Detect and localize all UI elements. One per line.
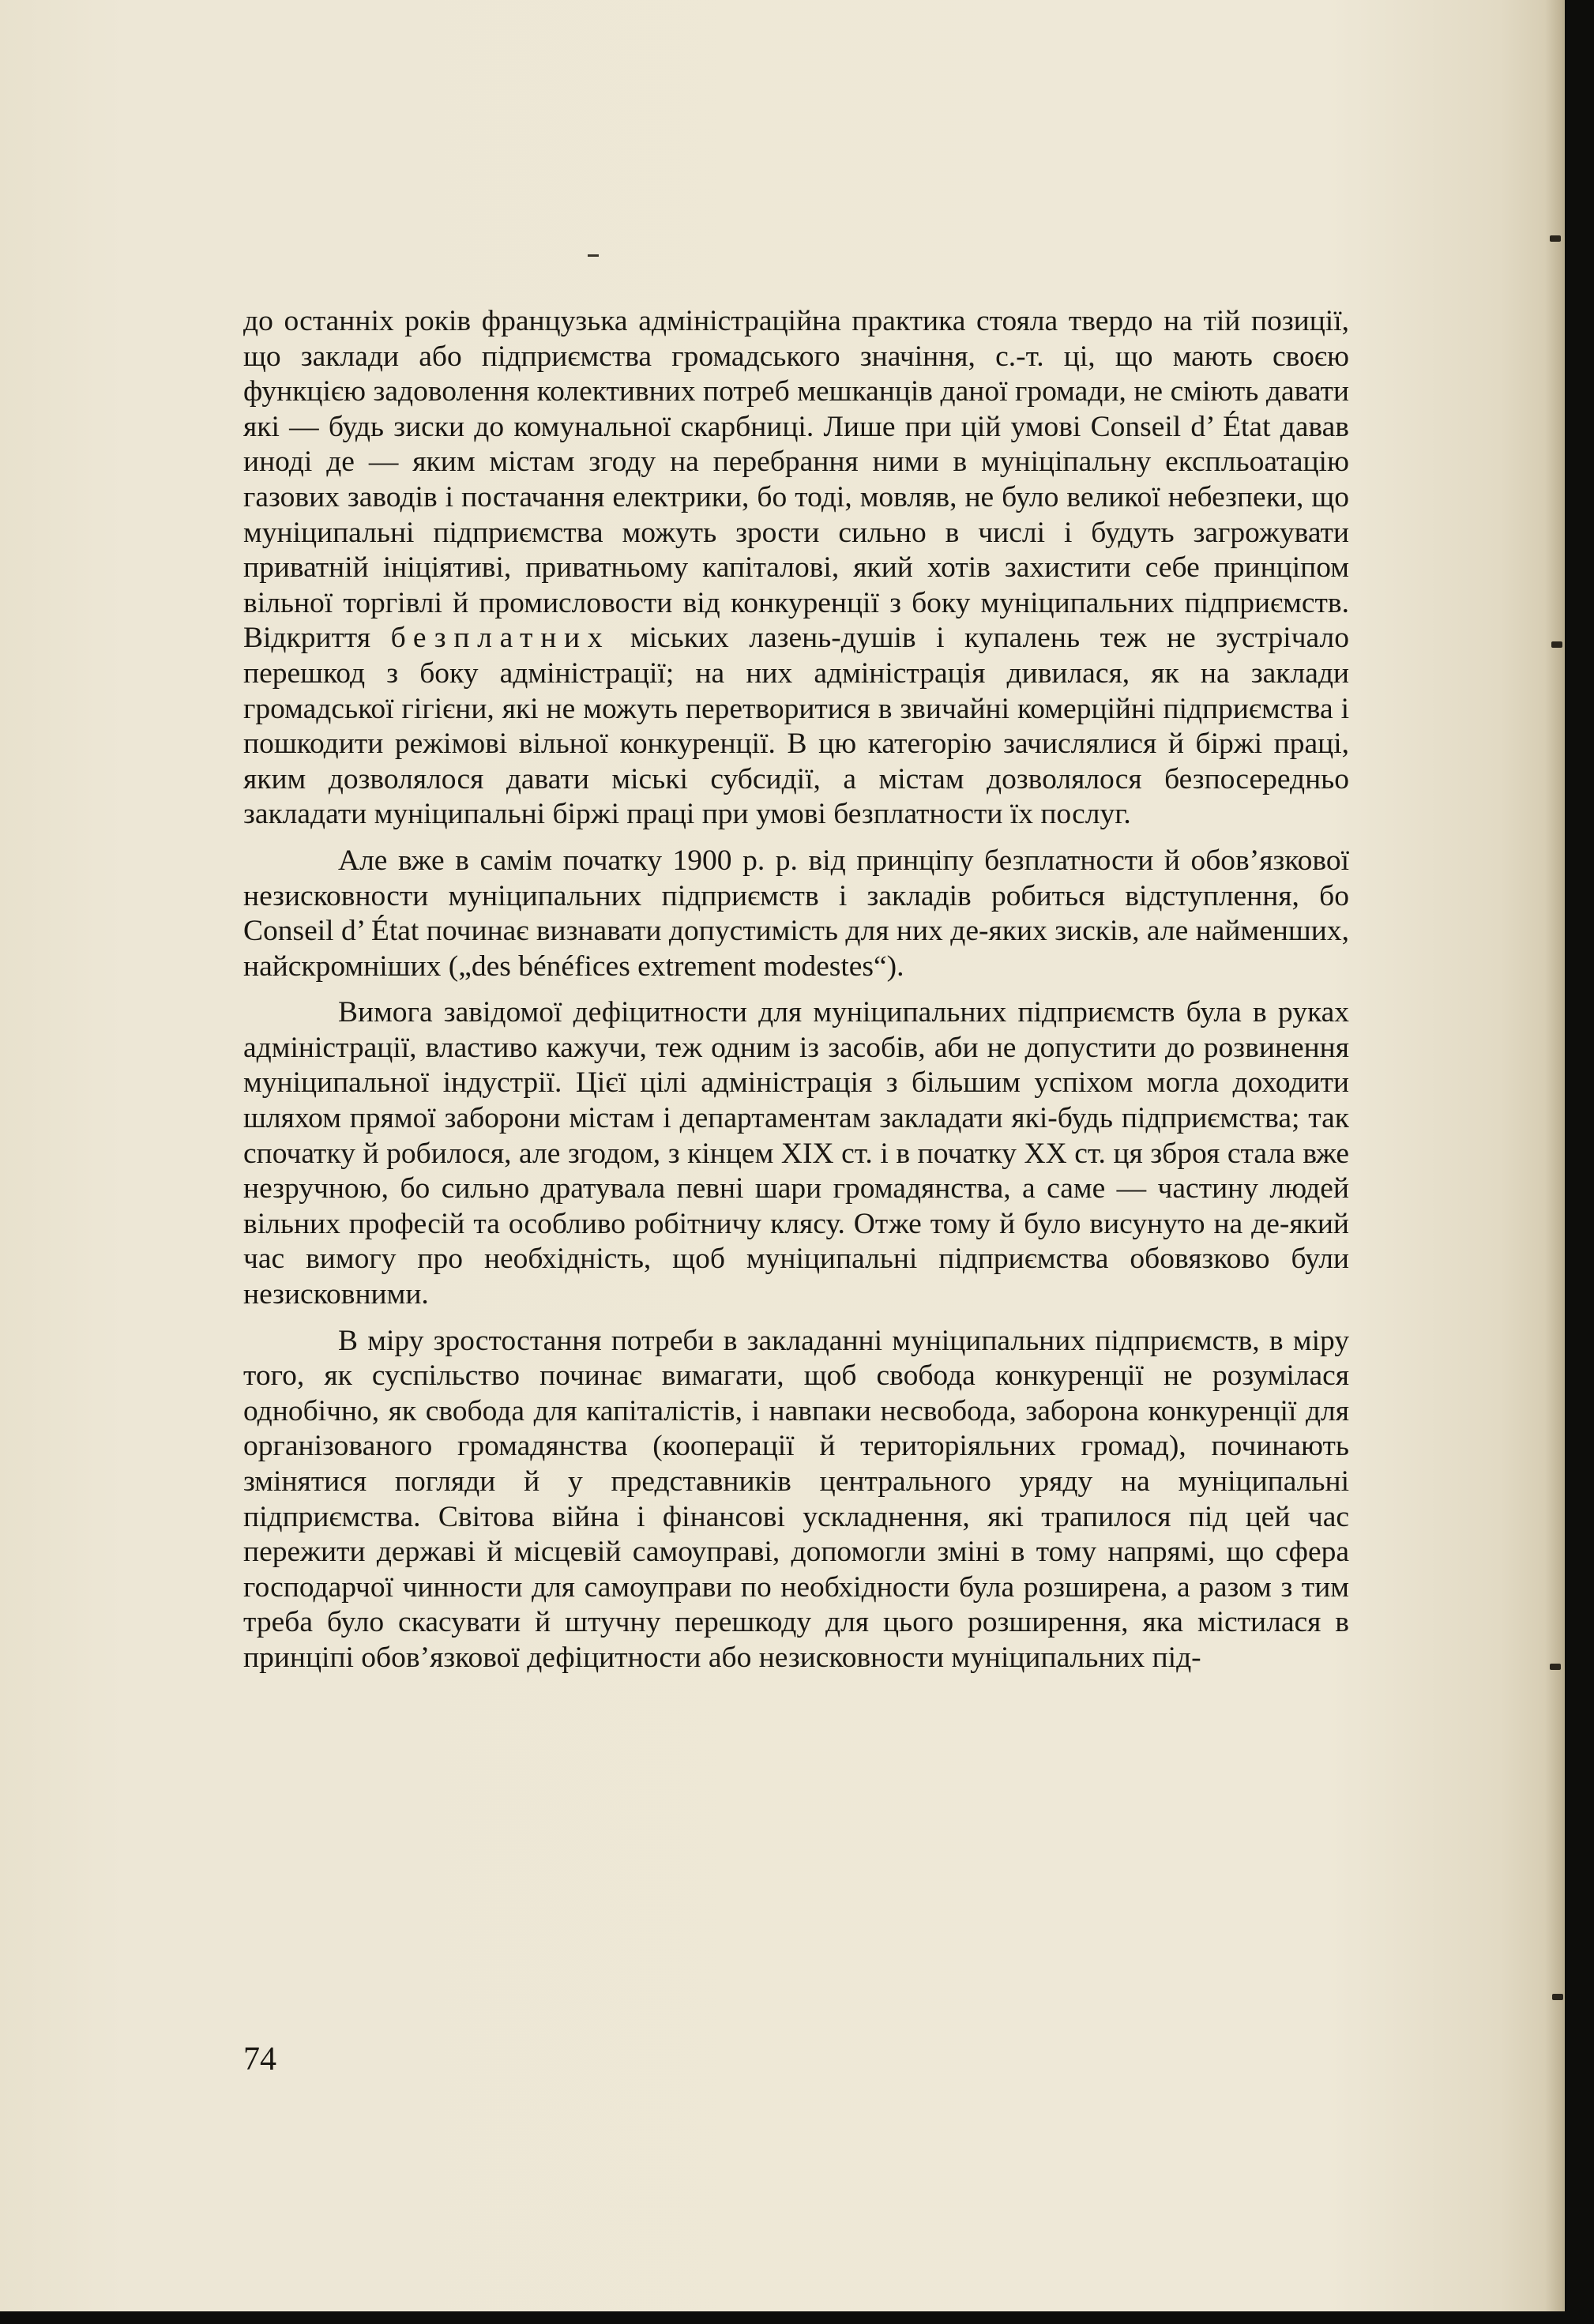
paragraph-3 bbox=[243, 995, 1349, 1312]
text-segment: до останніх років французька адміністраційна практика стояла твердо на тій позиції, що заклади або підприємства громадського значіння, с.-т. ці, що мають своєю функцією задоволення колективних потреб мешканців даної громади, не сміють давати які — будь зиски до комунальної скарбниці. Лише при цій умові Conseil d’ État давав иноді де — яким містам згоду на перебрання ними в муніціпальну експльоатацію газових заводів і постачання електрики, бо тоді, мовляв, не було великої небезпеки, що муніципальні підприємства можуть зрости сильно в числі і будуть загрожувати приватній ініціятиві, приватньому капіталові, який хотів захистити себе принціпом вільної торгівлі й промисловости від конкуренції з боку муніципальних підприємств. Відкриття bbox=[243, 305, 1349, 655]
paragraph-1 bbox=[243, 304, 1349, 833]
margin-ink-mark bbox=[1552, 1994, 1563, 2000]
spaced-emphasis: безплатних bbox=[390, 622, 611, 655]
text-segment: Вимога завідомої дефіцитности для муніципальних підприємств була в руках адміністрації, властиво кажучи, теж одним із засобів, аби не допустити до розвинення муніципальної індустрії. Цієї цілі адміністрація з більшим успіхом могла доходити шляхом прямої заборони містам і департаментам закладати які-будь підприємства; так спочатку й робилося, але згодом, з кінцем XIX ст. і в початку XX ст. ця зброя стала вже незручною, бо сильно дратувала певні шари громадянства, а саме — частину людей вільних професій та особливо робітничу клясу. Отже тому й було висунуто на де-який час вимогу про необхідність, щоб муніципальні підприємства обовязково були незисковними. bbox=[243, 996, 1349, 1311]
printed-dash-mark bbox=[588, 254, 599, 257]
body-text bbox=[243, 304, 1349, 1676]
page-edge-shadow bbox=[1545, 0, 1562, 2311]
margin-ink-mark bbox=[1550, 235, 1561, 242]
margin-ink-mark bbox=[1550, 1664, 1561, 1670]
paragraph-4 bbox=[243, 1324, 1349, 1676]
page-number: 74 bbox=[243, 2041, 276, 2078]
text-segment: міських лазень-душів і купалень теж не зустрічало перешкод з боку адміністрації; на них адміністрація дивилася, як на заклади громадської гігієни, які не можуть перетворитися в звичайні комерційні підприємства і пошкодити режімові вільної конкуренції. В цю категорію зачислялися й біржі праці, яким дозволялося давати міські субсидії, а містам дозволялося безпосередньо закладати муніципальні біржі праці при умові безплатности їх послуг. bbox=[243, 622, 1349, 831]
paragraph-2 bbox=[243, 844, 1349, 984]
text-segment: Але вже в самім початку 1900 р. р. від принціпу безплатности й обов’язкової незисковности муніципальних підприємств і закладів робиться відступлення, бо Conseil d’ État починає визнавати допустимість для них де-яких зисків, але найменших, найскромніших („des bénéfices extrement modestes“). bbox=[243, 844, 1349, 983]
margin-ink-mark bbox=[1551, 641, 1562, 648]
text-segment: В міру зростостання потреби в закладанні муніципальних підприємств, в міру того, як суспільство починає вимагати, щоб свобода конкуренції не розумілася однобічно, як свобода для капіталістів, і навпаки несвобода, заборона конкуренції для організованого громадянства (кооперації й територіяльних громад), починають змінятися погляди й у представників центрального уряду на муніципальні підприємства. Світова війна і фінансові ускладнення, які трапилося під цей час пережити державі й місцевій самоуправі, допомогли зміні в тому напрямі, що сфера господарчої чинности для самоуправи по необхідности була розширена, а разом з тим треба було скасувати й штучну перешкоду для цього розширення, яка містилася в принціпі обов’язкової дефіцитности або незисковности муніципальних під- bbox=[243, 1324, 1349, 1674]
